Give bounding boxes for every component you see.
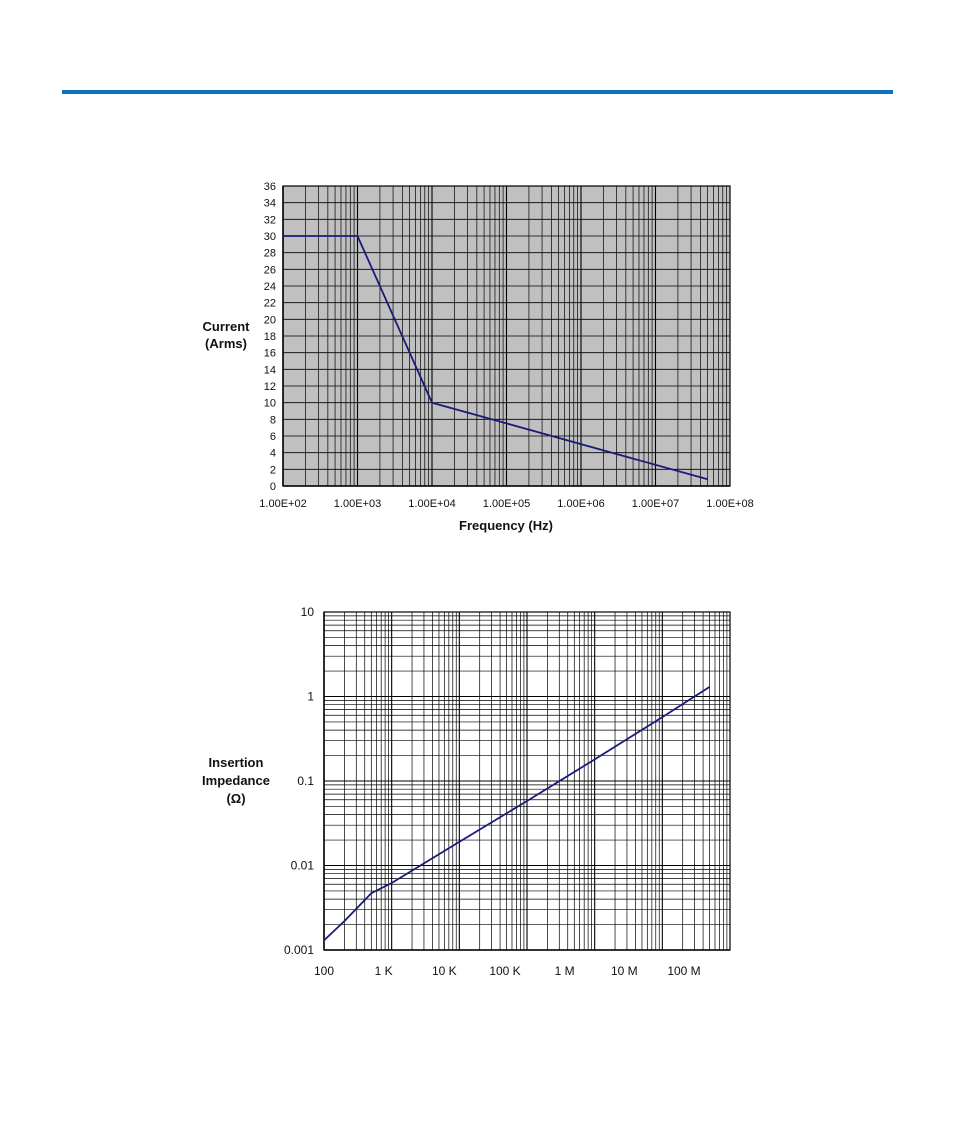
y-tick-label: 2 xyxy=(269,464,276,477)
y-tick-label: 16 xyxy=(263,347,276,360)
insertion-impedance-chart xyxy=(0,590,954,990)
y-tick-label: 10 xyxy=(263,397,276,410)
y-tick-label: 34 xyxy=(263,197,276,210)
y-axis-label-line2: Impedance xyxy=(202,773,270,788)
y-tick-label: 32 xyxy=(263,214,276,227)
y-tick-label: 18 xyxy=(263,331,276,343)
x-axis-label: Frequency (Hz) xyxy=(459,518,553,533)
x-tick-label: 1.00E+02 xyxy=(259,498,307,510)
x-tick-label: 1 M xyxy=(554,964,575,978)
x-tick-label: 1.00E+06 xyxy=(557,498,605,510)
y-axis-label-line1: Current xyxy=(202,319,250,334)
y-tick-labels xyxy=(284,605,314,957)
x-tick-label: 1.00E+03 xyxy=(333,498,382,510)
x-tick-label: 100 K xyxy=(489,964,521,978)
y-tick-label: 0.1 xyxy=(297,774,314,788)
y-axis-label-line1: Insertion xyxy=(208,755,264,770)
y-tick-label: 14 xyxy=(263,364,276,377)
y-tick-label: 26 xyxy=(263,264,276,277)
y-tick-label: 0.01 xyxy=(290,858,314,873)
x-tick-label: 100 xyxy=(313,964,335,978)
y-tick-label: 0 xyxy=(269,481,276,493)
y-tick-label: 8 xyxy=(269,414,276,427)
current-vs-frequency-chart xyxy=(0,150,954,550)
y-tick-label: 28 xyxy=(263,247,276,260)
y-tick-label: 22 xyxy=(263,297,276,310)
y-tick-label: 20 xyxy=(263,314,276,327)
x-tick-labels xyxy=(314,964,701,978)
x-tick-label: 10 M xyxy=(610,964,638,978)
y-axis-label-line3: (Ω) xyxy=(226,791,246,806)
y-tick-label: 24 xyxy=(263,281,276,293)
y-tick-label: 30 xyxy=(263,231,276,243)
y-tick-label: 10 xyxy=(300,605,314,619)
x-tick-labels xyxy=(259,498,753,510)
y-tick-label: 6 xyxy=(269,431,276,443)
x-tick-label: 100 M xyxy=(667,964,701,978)
y-tick-label: 1 xyxy=(307,689,314,704)
y-tick-label: 4 xyxy=(269,447,276,460)
y-tick-label: 0.001 xyxy=(283,943,314,957)
y-axis-label-line2: (Arms) xyxy=(205,336,247,351)
x-tick-label: 1.00E+08 xyxy=(706,498,754,510)
header-rule xyxy=(62,90,893,94)
x-tick-label: 10 K xyxy=(431,964,457,978)
x-tick-label: 1.00E+07 xyxy=(631,498,680,510)
y-tick-labels xyxy=(264,181,276,493)
y-tick-label: 36 xyxy=(263,181,276,193)
x-tick-label: 1.00E+05 xyxy=(482,498,531,510)
y-tick-label: 12 xyxy=(263,381,276,393)
x-tick-label: 1.00E+04 xyxy=(408,498,456,510)
x-tick-label: 1 K xyxy=(374,964,393,978)
